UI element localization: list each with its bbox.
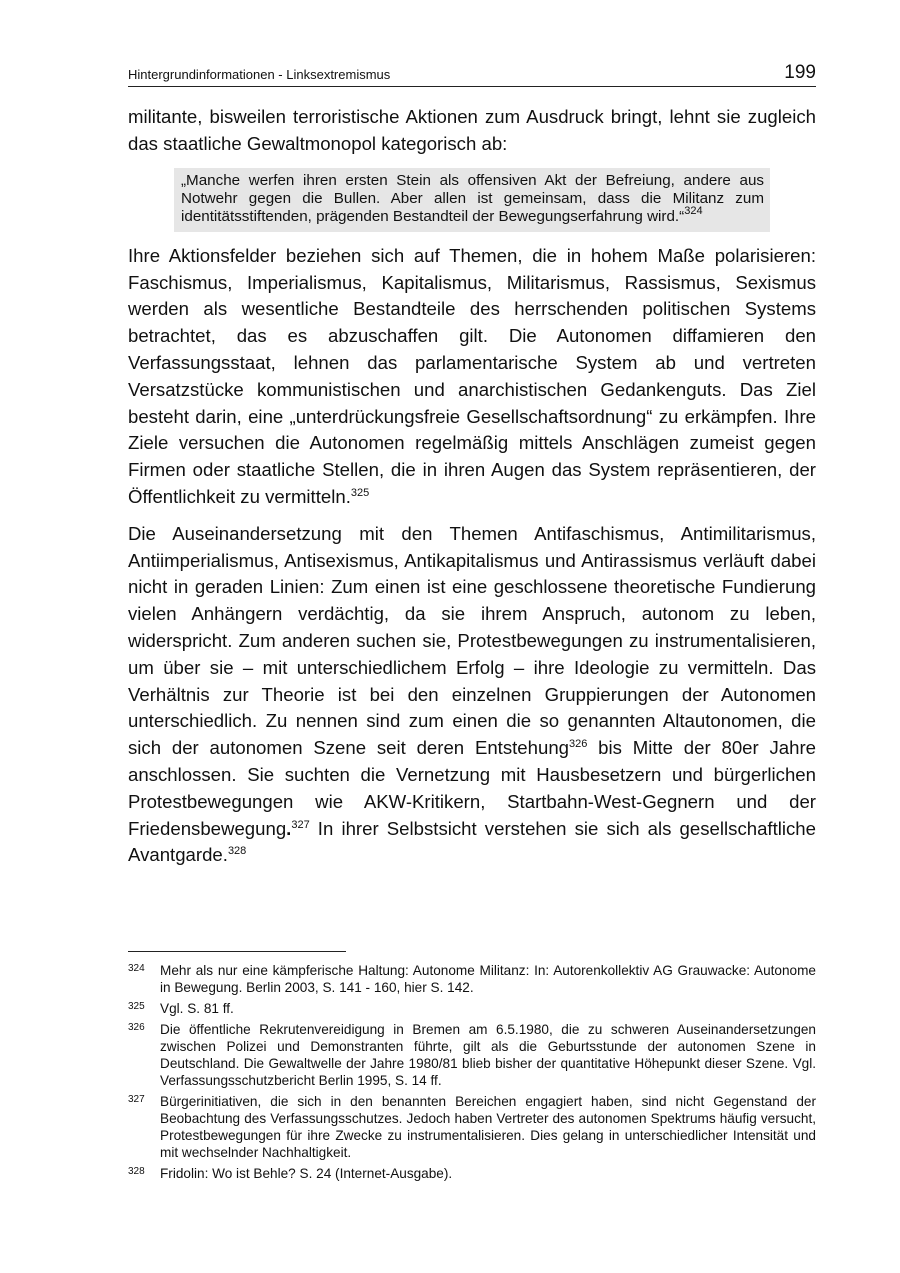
footnote-text: Die öffentliche Rekrutenvereidigung in Bremen am 6.5.1980, die zu schweren Auseinandersetzungen zwischen Polizei und Demonstranten führte, gilt als die Geburtsstunde der autonomen Szene in Deutschland. Die Gewaltwelle der Jahre 1980/81 blieb bisher der quantitative Höhepunkt dieser Szene. Vgl. Verfassungsschutzbericht Berlin 1995, S. 14 ff. bbox=[160, 1022, 816, 1088]
footnote-number: 324 bbox=[128, 963, 145, 974]
footnotes bbox=[128, 962, 816, 1186]
footnote-ref-328[interactable]: 328 bbox=[227, 845, 247, 858]
footnote bbox=[128, 962, 816, 996]
block-quote bbox=[174, 168, 770, 232]
paragraph-3-text-c: In ihrer Selbstsicht verstehen sie sich als gesellschaftliche Avantgarde. bbox=[128, 817, 816, 866]
footnote-number: 328 bbox=[128, 1166, 145, 1177]
footnote-ref-327[interactable]: 327 bbox=[291, 818, 310, 831]
quote-text: „Manche werfen ihren ersten Stein als offensiven Akt der Befreiung, andere aus Notwehr gegen die Bullen. Aber allen ist gemeinsam, dass die Militanz zum identitätsstiftenden, prägenden Bestandteil der Bewegungserfahrung wird.“ bbox=[181, 171, 764, 226]
footnote-text: Mehr als nur eine kämpferische Haltung: Autonome Militanz: In: Autorenkollektiv AG Grauwacke: Autonome in Bewegung. Berlin 2003, S. 141 - 160, hier S. 142. bbox=[160, 963, 816, 995]
footnote-number: 327 bbox=[128, 1094, 145, 1105]
footnote bbox=[128, 1165, 816, 1182]
main-text bbox=[128, 104, 816, 869]
running-header bbox=[128, 62, 816, 87]
paragraph-3-bold-dot: . bbox=[286, 817, 292, 839]
footnote-text: Bürgerinitiativen, die sich in den benannten Bereichen engagiert haben, sind nicht Gegenstand der Beobachtung des Verfassungsschutzes. Jedoch haben Vertreter des autonomen Spektrums häufig versucht, Protestbewegungen für ihre Zwecke zu instrumentalisieren. Dies gelang in unterschiedlicher Intensität und mit wechselnder Nachhaltigkeit. bbox=[160, 1094, 816, 1160]
paragraph-3-text-a: Die Auseinandersetzung mit den Themen Antifaschismus, Antimilitarismus, Antiimperialismus, Antisexismus, Antikapitalismus und Antirassismus verläuft dabei nicht in geraden Linien: Zum einen ist eine geschlossene theoretische Fundierung vielen Anhängern verdächtig, da sie ihrem Anspruch, autonom zu leben, widerspricht. Zum anderen suchen sie, Protestbewegungen zu instrumentalisieren, um über sie – mit unterschiedlichem Erfolg – ihre Ideologie zu vermitteln. Das Verhältnis zur Theorie ist bei den einzelnen Gruppierungen der Autonomen unterschiedlich. Zu nennen sind zum einen die so genannten Altautonomen, die sich der autonomen Szene seit deren Entstehung bbox=[128, 522, 816, 759]
paragraph-3 bbox=[128, 521, 816, 869]
footnote-ref-325[interactable]: 325 bbox=[350, 486, 370, 499]
paragraph-2 bbox=[128, 243, 816, 511]
footnote-text: Fridolin: Wo ist Behle? S. 24 (Internet-Ausgabe). bbox=[160, 1166, 453, 1181]
page-number: 199 bbox=[784, 62, 816, 83]
footnote-ref-326[interactable]: 326 bbox=[569, 738, 588, 751]
footnote-separator bbox=[128, 951, 346, 952]
paragraph-1: militante, bisweilen terroristische Aktionen zum Ausdruck bringt, lehnt sie zugleich das staatliche Gewaltmonopol kategorisch ab: bbox=[128, 106, 816, 154]
footnote bbox=[128, 1093, 816, 1161]
header-title: Hintergrundinformationen - Linksextremismus bbox=[128, 67, 391, 82]
paragraph-2-text: Ihre Aktionsfelder beziehen sich auf Themen, die in hohem Maße polarisieren: Faschismus, Imperialismus, Kapitalismus, Militarismus, Rassismus, Sexismus werden als wesentliche Bestandteile des herrschenden politischen Systems betrachtet, das es abzuschaffen gilt. Die Autonomen diffamieren den Verfassungsstaat, lehnen das parlamentarische System ab und vertreten Versatzstücke kommunistischen und anarchistischen Gedankenguts. Das Ziel besteht darin, eine „unterdrückungsfreie Gesellschaftsordnung“ zu erkämpfen. Ihre Ziele versuchen die Autonomen regelmäßig mittels Anschlägen zumeist gegen Firmen oder staatliche Stellen, die in ihren Augen das System repräsentieren, der Öffentlichkeit zu vermitteln. bbox=[128, 244, 816, 507]
footnote-text: Vgl. S. 81 ff. bbox=[160, 1001, 234, 1016]
paragraph-3-text-b: bis Mitte der 80er Jahre anschlossen. Sie suchten die Vernetzung mit Hausbesetzern und bürgerlichen Protestbewegungen wie AKW-Kritikern, Startbahn-West-Gegnern und der Friedensbewegung bbox=[128, 737, 816, 839]
footnote-number: 325 bbox=[128, 1001, 145, 1012]
footnote-ref-324[interactable]: 324 bbox=[684, 205, 703, 218]
footnote bbox=[128, 1000, 816, 1017]
footnote bbox=[128, 1021, 816, 1089]
footnote-number: 326 bbox=[128, 1022, 145, 1033]
